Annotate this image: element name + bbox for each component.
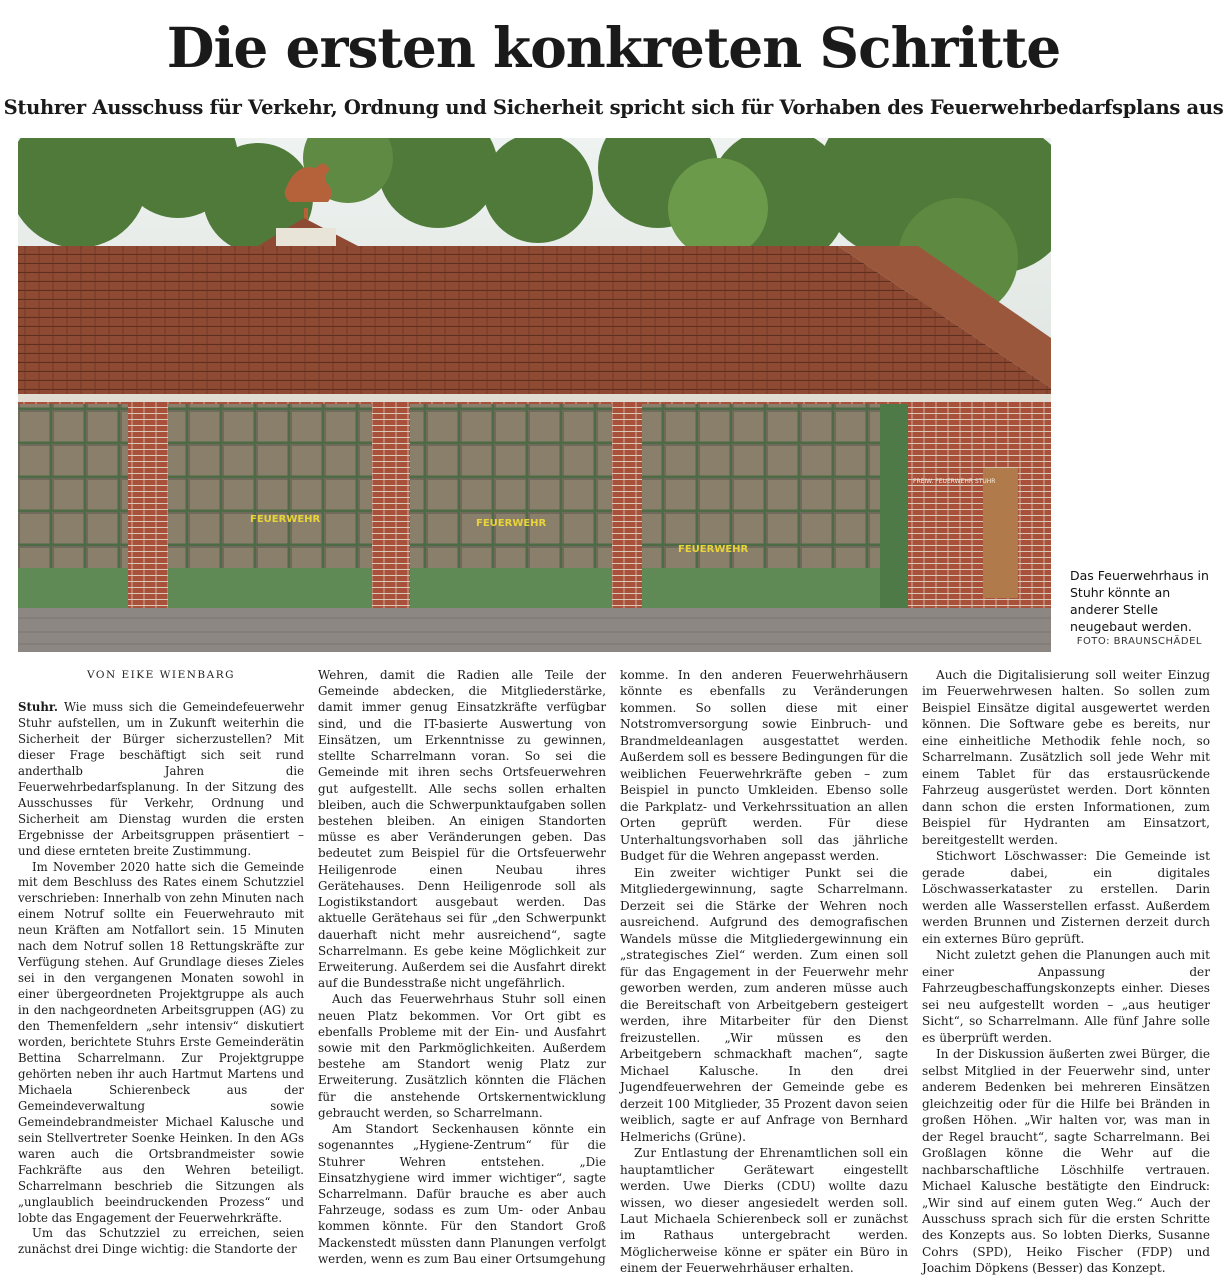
- photo-credit: FOTO: BRAUNSCHÄDEL: [1076, 636, 1202, 647]
- subheadline: Stuhrer Ausschuss für Verkehr, Ordnung und Sicherheit spricht sich für Vorhaben des Feuerwehrbedarfsplans aus: [3, 96, 1224, 119]
- article-column-2: [318, 667, 606, 1267]
- dateline: Stuhr.: [18, 700, 58, 714]
- door-lettering: FEUERWEHR: [250, 514, 321, 525]
- article-paragraph: Nicht zuletzt gehen die Planungen auch mit einer Anpassung der Fahrzeugbeschaffungskonzepts einher. Dieses sei neu aufgestellt worden – „aus heutiger Sicht“, so Scharrelmann. Alle fünf Jahre solle es überprüft werden.: [922, 948, 1210, 1045]
- article-paragraph: Stuhr. Wie muss sich die Gemeindefeuerwehr Stuhr aufstellen, um in Zukunft weiterhin die Sicherheit der Bürger sicherzustellen? Mit dieser Frage beschäftigt sich seit rund anderthalb Jahren die Feuerwehrbedarfsplanung. In der Sitzung des Ausschusses für Verkehr, Ordnung und Sicherheit am Dienstag wurden die ersten Ergebnisse der Arbeitsgruppen präsentiert – und diese ernteten breite Zustimmung.: [18, 700, 304, 858]
- article-paragraph: komme. In den anderen Feuerwehrhäusern könnte es ebenfalls zu Veränderungen kommen. So sollen diese mit einer Notstromversorgung sowie Einbruch- und Brandmeldeanlagen ausgestattet werden. Außerdem soll es bessere Bedingungen für die weiblichen Feuerwehrkräfte geben – zum Beispiel in puncto Umkleiden. Ebenso solle die Parkplatz- und Verkehrssituation an allen Orten geprüft werden. Für diese Unterhaltungsvorhaben soll das jährliche Budget für die Wehren angepasst werden.: [620, 668, 908, 864]
- article-paragraph: Stichwort Löschwasser: Die Gemeinde ist gerade dabei, ein digitales Löschwasserkataster zu erstellen. Darin werden alle Wasserstellen erfasst. Außerdem werden Brunnen und Zisternen derzeit durch ein externes Büro geprüft.: [922, 849, 1210, 946]
- byline: VON EIKE WIENBARG: [86, 669, 236, 681]
- photo-caption: Das Feuerwehrhaus in Stuhr könnte an anderer Stelle neugebaut werden.: [1070, 568, 1209, 634]
- article-column-1: [18, 700, 304, 1258]
- article-paragraph: Auch die Digitalisierung soll weiter Einzug im Feuerwehrwesen halten. So sollen zum Beispiel Einsätze digital ausgewertet werden können. Die Software gebe es bereits, nur eine einheitliche Methodik fehle noch, so Scharrelmann. Zusätzlich soll jede Wehr mit einem Tablet für das erstausrückende Fahrzeug ausgerüstet werden. Dort könnten dann schon die ersten Informationen, zum Beispiel für Hydranten am Einsatzort, bereitgestellt werden.: [922, 668, 1210, 847]
- article-paragraph: Ein zweiter wichtiger Punkt sei die Mitgliedergewinnung, sagte Scharrelmann. Derzeit sei die Stärke der Wehren noch ausreichend. Aufgrund des demografischen Wandels müsse die Mitgliedergewinnung ein „strategisches Ziel“ werden. Zum einen soll für das Engagement in der Feuerwehr mehr geworben werden, zum anderen müsse auch die Bereitschaft von Arbeitgebern gesteigert werden, ihre Mitarbeiter für den Dienst freizustellen. „Wir müssen es den Arbeitgebern schmackhaft machen“, sagte Michael Kalusche. In den drei Jugendfeuerwehren der Gemeinde gebe es derzeit 100 Mitglieder, 35 Prozent davon seien weiblich, sagte er auf Anfrage von Bernhard Helmerichs (Grüne).: [620, 865, 908, 1144]
- article-paragraph: Zur Entlastung der Ehrenamtlichen soll ein hauptamtlicher Gerätewart eingestellt werden. Uwe Dierks (CDU) wollte dazu wissen, wo dieser angesiedelt werden soll. Laut Michaela Schierenbeck soll er zunächst im Rathaus untergebracht werden. Möglicherweise könne er später ein Büro in einem der Feuerwehrhäuser erhalten.: [620, 1146, 908, 1276]
- door-lettering: FEUERWEHR: [476, 518, 547, 529]
- article-column-3: [620, 667, 908, 1277]
- article-paragraph: Um das Schutzziel zu erreichen, seien zunächst drei Dinge wichtig: die Standorte der: [18, 1226, 304, 1257]
- door-lettering: FEUERWEHR: [678, 544, 749, 555]
- headline: Die ersten konkreten Schritte: [166, 15, 1061, 80]
- station-sign: FREIW. FEUERWEHR STUHR: [913, 478, 996, 485]
- article-paragraph: Auch das Feuerwehrhaus Stuhr soll einen neuen Platz bekommen. Vor Ort gibt es ebenfalls Probleme mit der Ein- und Ausfahrt sowie mit den Parkmöglichkeiten. Außerdem bestehe am Standort wenig Platz zur Erweiterung. Zusätzlich könnten die Flächen für die anstehende Ortskernentwicklung gebraucht werden, so Scharrelmann.: [318, 992, 606, 1120]
- article-paragraph: In der Diskussion äußerten zwei Bürger, die selbst Mitglied in der Feuerwehr sind, unter anderem Bedenken bei mehreren Einsätzen gleichzeitig oder für die Hilfe bei Bränden in großen Höhen. „Wir halten vor, was man in der Regel braucht“, sagte Scharrelmann. Bei Großlagen könne die Wehr auf die nachbarschaftliche Löschhilfe vertrauen. Michael Kalusche bestätigte den Eindruck: „Wir sind auf einem guten Weg.“ Auch der Ausschuss sprach sich für die ersten Schritte des Konzepts aus. So lobten Dierks, Susanne Cohrs (SPD), Heiko Fischer (FDP) und Joachim Döpkens (Besser) das Konzept.: [922, 1047, 1210, 1276]
- article-paragraph: Wehren, damit die Radien alle Teile der Gemeinde abdecken, die Mitgliederstärke, damit immer genug Einsatzkräfte verfügbar sind, und die IT-basierte Auswertung von Einsätzen, um Erkenntnisse zu gewinnen, stellte Scharrelmann voran. So sei die Gemeinde mit ihren sechs Ortsfeuerwehren gut aufgestellt. Alle sechs sollen erhalten bleiben, auch die Schwerpunktaufgaben sollen bestehen bleiben. An einigen Standorten müsse es aber Veränderungen geben. Das bedeutet zum Beispiel für die Ortsfeuerwehr Heiligenrode einen Neubau ihres Gerätehauses. Denn Heiligenrode soll als Logistikstandort ausgebaut werden. Das aktuelle Gerätehaus sei für „den Schwerpunkt dauerhaft nicht mehr ausreichend“, sagte Scharrelmann. Es gebe keine Möglichkeit zur Erweiterung. Außerdem sei die Ausfahrt direkt auf die Bundesstraße nicht ungefährlich.: [318, 668, 606, 991]
- article-column-4: [922, 667, 1210, 1277]
- fire-station-photo: [18, 138, 1051, 652]
- article-paragraph: Am Standort Seckenhausen könnte ein sogenanntes „Hygiene-Zentrum“ für die Stuhrer Wehren entstehen. „Die Einsatzhygiene wird immer wichtiger“, sagte Scharrelmann. Dafür brauche es aber auch Fahrzeuge, sodass es zum Um- oder Anbau kommen könnte. Für den Standort Groß Mackenstedt müssten dann Planungen verfolgt werden, wenn es zum Bau einer Ortsumgehung: [318, 1122, 606, 1266]
- article-paragraph: Im November 2020 hatte sich die Gemeinde mit dem Beschluss des Rates einem Schutzziel verschrieben: Innerhalb von zehn Minuten nach einem Notruf sollte ein Feuerwehrauto mit neun Kräften am Notfallort sein. 15 Minuten nach dem Notruf sollen 18 Rettungskräfte zur Verfügung stehen. Auf Grundlage dieses Zieles sei in den vergangenen Monaten sowohl in einer übergeordneten Projektgruppe als auch in den nachgeordneten Arbeitsgruppen (AG) zu den Themenfeldern „sehr intensiv“ diskutiert worden, berichtete Stuhrs Erste Gemeinderätin Bettina Scharrelmann. Zur Projektgruppe gehörten neben ihr auch Hartmut Martens und Michaela Schierenbeck aus der Gemeindeverwaltung sowie Gemeindebrandmeister Michael Kalusche und sein Stellvertreter Soenke Heinken. In den AGs waren auch die Ortsbrandmeister sowie Fachkräfte aus den Wehren beteiligt. Scharrelmann beschrieb die Sitzungen als „unglaublich beeindruckenden Prozess“ und lobte das Engagement der Feuerwehrkräfte.: [18, 859, 304, 1225]
